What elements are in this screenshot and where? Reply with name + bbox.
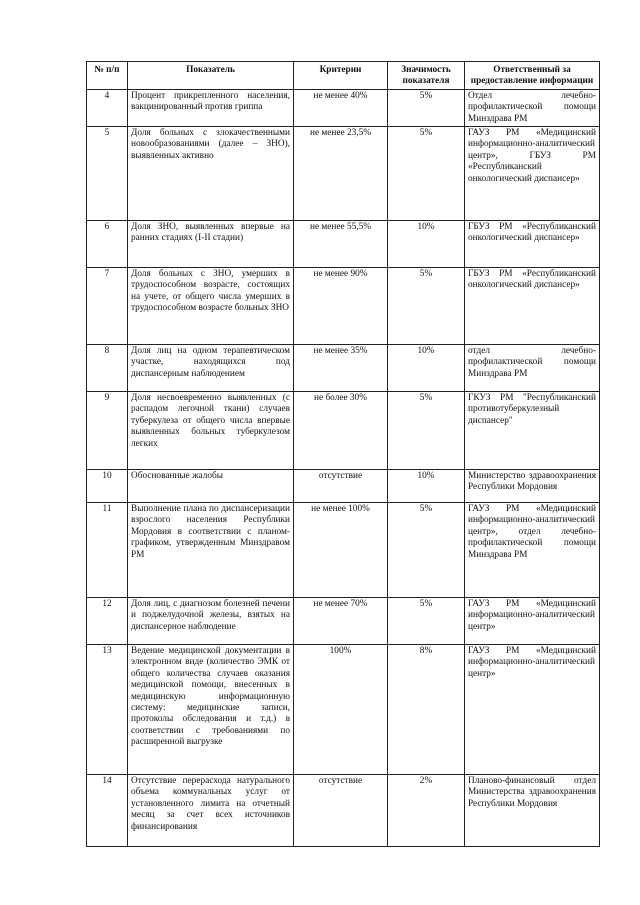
table-row: [87, 503, 600, 598]
criterion-cell: не менее 23,5%: [294, 127, 388, 221]
row-number: 4: [87, 89, 128, 126]
responsible-cell: ГКУЗ РМ "Республиканский противотуберкулезный диспансер": [465, 392, 600, 470]
criterion-cell: не менее 55,5%: [294, 221, 388, 268]
criterion-cell: не менее 70%: [294, 598, 388, 645]
indicator-cell: Отсутствие перерасхода натурального объема коммунальных услуг от установленного лимита на отчетный месяц за счет всех источников финансирования: [128, 775, 294, 847]
criterion-cell: отсутствие: [294, 470, 388, 503]
responsible-cell: Отдел лечебно-профилактической помощи Минздрава РМ: [465, 89, 600, 126]
table-row: [87, 645, 600, 775]
indicator-cell: Доля несвоевременно выявленных (с распадом легочной ткани) случаев туберкулеза от общего числа впервые выявленных больных туберкулезом легких: [128, 392, 294, 470]
weight-cell: 8%: [388, 645, 465, 775]
header-responsible: Ответственный за предоставление информации: [465, 62, 600, 90]
responsible-cell: отдел лечебно-профилактической помощи Минздрава РМ: [465, 345, 600, 392]
table-row: [87, 598, 600, 645]
weight-cell: 5%: [388, 392, 465, 470]
table-row: [87, 392, 600, 470]
weight-cell: 5%: [388, 89, 465, 126]
responsible-cell: ГАУЗ РМ «Медицинский информационно-аналитический центр», ГБУЗ РМ «Республиканский онкологический диспансер»: [465, 127, 600, 221]
indicator-cell: Доля больных с злокачественными новообразованиями (далее – ЗНО), выявленных активно: [128, 127, 294, 221]
criterion-cell: отсутствие: [294, 775, 388, 847]
table-row: [87, 268, 600, 345]
header-indicator: Показатель: [128, 62, 294, 90]
weight-cell: 10%: [388, 345, 465, 392]
table-row: [87, 345, 600, 392]
responsible-cell: ГБУЗ РМ «Республиканский онкологический диспансер»: [465, 221, 600, 268]
indicator-cell: Доля лиц на одном терапевтическом участке, находящихся под диспансерным наблюдением: [128, 345, 294, 392]
criterion-cell: не менее 100%: [294, 503, 388, 598]
row-number: 5: [87, 127, 128, 221]
indicator-cell: Доля больных с ЗНО, умерших в трудоспособном возрасте, состоящих на учете, от общего числа умерших в трудоспособном возрасте больных ЗНО: [128, 268, 294, 345]
responsible-cell: ГАУЗ РМ «Медицинский информационно-аналитический центр», отдел лечебно-профилактической помощи Минздрава РМ: [465, 503, 600, 598]
indicator-cell: Выполнение плана по диспансеризации взрослого населения Республики Мордовия в соответствии с планом-графиком, утвержденным Минздравом РМ: [128, 503, 294, 598]
row-number: 11: [87, 503, 128, 598]
responsible-cell: ГАУЗ РМ «Медицинский информационно-аналитический центр»: [465, 645, 600, 775]
weight-cell: 10%: [388, 221, 465, 268]
header-number: № п/п: [87, 62, 128, 90]
indicator-cell: Доля ЗНО, выявленных впервые на ранних стадиях (I-II стадии): [128, 221, 294, 268]
table-row: [87, 470, 600, 503]
criterion-cell: не менее 90%: [294, 268, 388, 345]
row-number: 10: [87, 470, 128, 503]
responsible-cell: ГБУЗ РМ «Республиканский онкологический диспансер»: [465, 268, 600, 345]
weight-cell: 5%: [388, 598, 465, 645]
table-row: [87, 775, 600, 847]
row-number: 8: [87, 345, 128, 392]
weight-cell: 5%: [388, 503, 465, 598]
row-number: 6: [87, 221, 128, 268]
header-criterion: Критерии: [294, 62, 388, 90]
table-row: [87, 89, 600, 126]
row-number: 12: [87, 598, 128, 645]
indicator-cell: Доля лиц, с диагнозом болезней печени и поджелудочной железы, взятых на диспансерное наблюдение: [128, 598, 294, 645]
criterion-cell: не менее 40%: [294, 89, 388, 126]
row-number: 14: [87, 775, 128, 847]
indicator-cell: Обоснованные жалобы: [128, 470, 294, 503]
responsible-cell: ГАУЗ РМ «Медицинский информационно-аналитический центр»: [465, 598, 600, 645]
criterion-cell: не более 30%: [294, 392, 388, 470]
row-number: 13: [87, 645, 128, 775]
criterion-cell: 100%: [294, 645, 388, 775]
row-number: 7: [87, 268, 128, 345]
weight-cell: 2%: [388, 775, 465, 847]
responsible-cell: Министерство здравоохранения Республики Мордовия: [465, 470, 600, 503]
weight-cell: 5%: [388, 127, 465, 221]
table-row: [87, 127, 600, 221]
header-weight: Значимость показателя: [388, 62, 465, 90]
indicators-table: [86, 61, 600, 847]
indicator-cell: Процент прикрепленного населения, вакцинированный против гриппа: [128, 89, 294, 126]
table-row: [87, 221, 600, 268]
responsible-cell: Планово-финансовый отдел Министерства здравоохранения Республики Мордовия: [465, 775, 600, 847]
criterion-cell: не менее 35%: [294, 345, 388, 392]
row-number: 9: [87, 392, 128, 470]
indicator-cell: Ведение медицинской документации в электронном виде (количество ЭМК от общего количества случаев оказания медицинской помощи, внесенных в медицинскую информационную систему: медицинские записи, протоколы обследования и т.д.) в соответствии с требованиями по расширенной выгрузке: [128, 645, 294, 775]
header-row: [87, 62, 600, 90]
weight-cell: 5%: [388, 268, 465, 345]
weight-cell: 10%: [388, 470, 465, 503]
